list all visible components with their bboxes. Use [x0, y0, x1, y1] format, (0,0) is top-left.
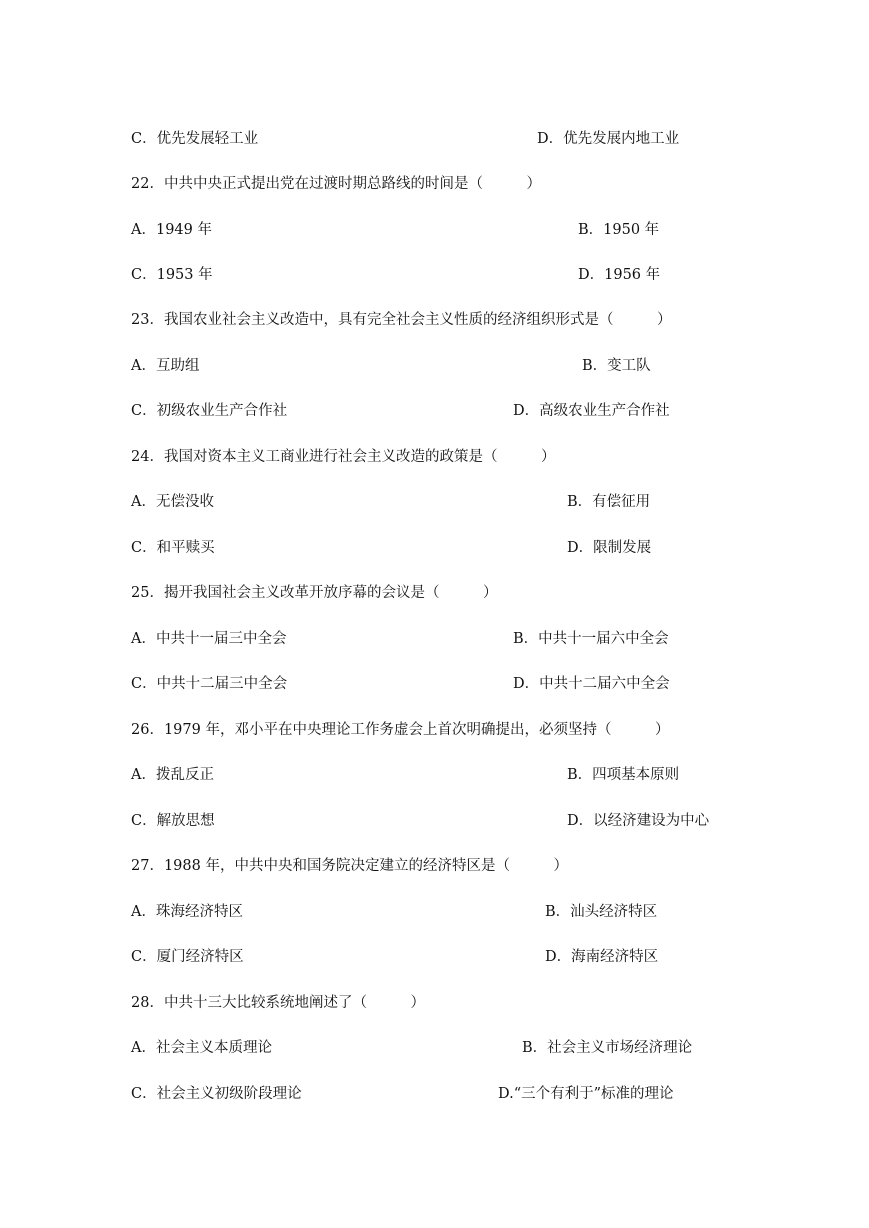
option-b: B．汕头经济特区	[545, 904, 658, 920]
option-row	[0, 1082, 869, 1106]
option-row	[0, 218, 869, 242]
option-c: C．厦门经济特区	[131, 949, 244, 965]
option-row	[0, 809, 869, 833]
option-row	[0, 945, 869, 969]
option-a: A．1949 年	[131, 222, 212, 238]
question-26	[0, 718, 869, 742]
question-text: 23．我国农业社会主义改造中，具有完全社会主义性质的经济组织形式是（ ）	[131, 312, 672, 328]
question-27	[0, 854, 869, 878]
option-c: C．社会主义初级阶段理论	[131, 1086, 302, 1102]
option-b: B．变工队	[582, 358, 651, 374]
option-b: B．1950 年	[578, 222, 660, 238]
option-c: C．优先发展轻工业	[131, 131, 259, 147]
option-row	[0, 627, 869, 651]
option-row	[0, 354, 869, 378]
option-row	[0, 672, 869, 696]
option-d: D．海南经济特区	[545, 949, 659, 965]
option-row	[0, 127, 869, 151]
option-a: A．珠海经济特区	[131, 904, 243, 920]
option-row	[0, 490, 869, 514]
option-a: A．无偿没收	[131, 494, 214, 510]
option-d: D．优先发展内地工业	[537, 131, 680, 147]
question-text: 28．中共十三大比较系统地阐述了（ ）	[131, 995, 425, 1011]
option-row	[0, 263, 869, 287]
option-d: D.“三个有利于”标准的理论	[498, 1086, 674, 1102]
option-row	[0, 399, 869, 423]
option-d: D．以经济建设为中心	[567, 813, 710, 829]
option-d: D．限制发展	[567, 540, 652, 556]
option-b: B．有偿征用	[567, 494, 651, 510]
option-c: C．和平赎买	[131, 540, 215, 556]
question-text: 22．中共中央正式提出党在过渡时期总路线的时间是（ ）	[131, 176, 541, 192]
question-28	[0, 991, 869, 1015]
question-25	[0, 581, 869, 605]
question-text: 27．1988 年，中共中央和国务院决定建立的经济特区是（ ）	[131, 858, 568, 874]
question-24	[0, 445, 869, 469]
question-text: 24．我国对资本主义工商业进行社会主义改造的政策是（ ）	[131, 449, 556, 465]
option-a: A．互助组	[131, 358, 200, 374]
option-d: D．1956 年	[578, 267, 661, 283]
question-22	[0, 172, 869, 196]
option-b: B．四项基本原则	[567, 767, 680, 783]
option-row	[0, 763, 869, 787]
option-row	[0, 1036, 869, 1060]
option-a: A．中共十一届三中全会	[131, 631, 287, 647]
option-c: C．中共十二届三中全会	[131, 676, 288, 692]
option-b: B．中共十一届六中全会	[513, 631, 669, 647]
question-text: 25．揭开我国社会主义改革开放序幕的会议是（ ）	[131, 585, 498, 601]
option-b: B．社会主义市场经济理论	[522, 1040, 693, 1056]
option-c: C．初级农业生产合作社	[131, 403, 288, 419]
question-23	[0, 308, 869, 332]
option-row	[0, 536, 869, 560]
option-c: C．1953 年	[131, 267, 213, 283]
option-a: A．拨乱反正	[131, 767, 214, 783]
option-row	[0, 900, 869, 924]
option-d: D．高级农业生产合作社	[513, 403, 670, 419]
question-text: 26．1979 年，邓小平在中央理论工作务虚会上首次明确提出，必须坚持（ ）	[131, 722, 670, 738]
option-d: D．中共十二届六中全会	[513, 676, 670, 692]
option-c: C．解放思想	[131, 813, 215, 829]
option-a: A．社会主义本质理论	[131, 1040, 272, 1056]
